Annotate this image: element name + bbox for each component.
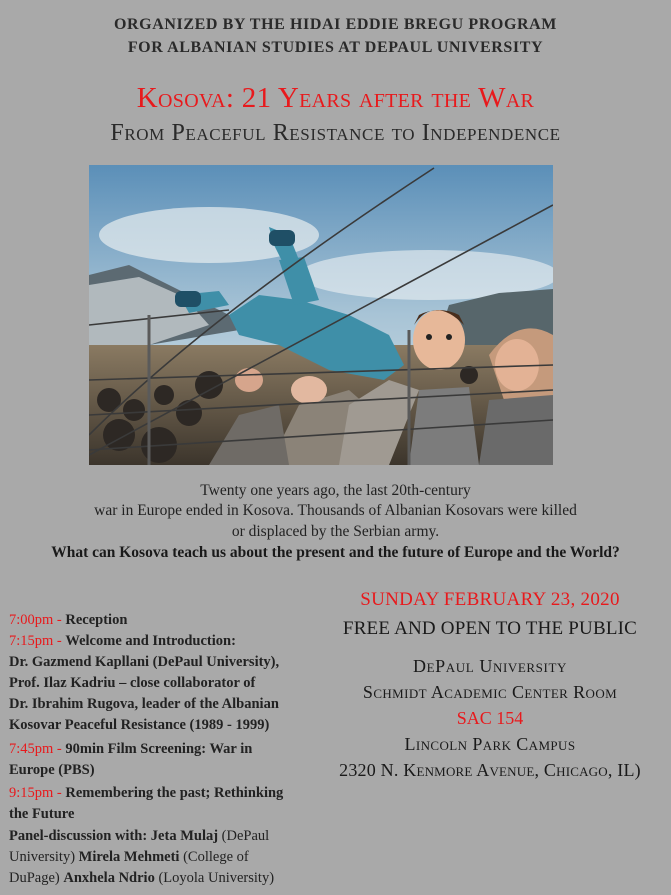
schedule-text: Prof. Ilaz Kadriu – close collaborator of [9, 675, 256, 691]
schedule-text: Kosovar Peaceful Resistance (1989 - 1999) [9, 717, 270, 733]
venue-campus: Lincoln Park Campus [404, 734, 576, 754]
schedule-panel-line-2 [9, 806, 339, 823]
schedule-text: the Future [9, 806, 75, 822]
panel-speaker: Mirela Mehmeti [78, 849, 180, 865]
panel-affiliation: (Loyola University) [154, 870, 275, 886]
schedule-welcome-line-4 [9, 696, 339, 713]
panel-affiliation: University) [9, 849, 79, 865]
intro-line-2: war in Europe ended in Kosova. Thousands of Albanian Kosovars were killed [94, 502, 577, 519]
panel-speaker: Anxhela Ndrio [63, 870, 155, 886]
panel-label: Panel-discussion with: Jeta Mulaj [9, 828, 219, 844]
schedule-time: 9:15pm - [9, 785, 66, 801]
schedule-text: 90min Film Screening: War in [65, 741, 253, 757]
schedule-text: Welcome and Introduction: [65, 633, 236, 649]
panel-participants-line-1 [9, 828, 339, 845]
intro-question: What can Kosova teach us about the present and the future of Europe and the World? [51, 544, 620, 561]
panel-affiliation: DuPage) [9, 870, 64, 886]
schedule-time: 7:45pm - [9, 741, 66, 757]
schedule-welcome-line-2 [9, 654, 339, 671]
schedule-item-film [9, 741, 339, 758]
event-title: Kosova: 21 Years after the War [136, 82, 535, 114]
schedule-item-reception [9, 612, 339, 629]
schedule-film-line-2 [9, 762, 339, 779]
schedule-text: Reception [65, 612, 128, 628]
schedule-time: 7:15pm - [9, 633, 66, 649]
schedule-welcome-line-5 [9, 717, 339, 734]
event-subtitle: From Peaceful Resistance to Independence [110, 120, 561, 146]
venue-university: DePaul University [413, 656, 567, 676]
schedule-item-welcome [9, 633, 339, 650]
schedule-text: Europe (PBS) [9, 762, 95, 778]
schedule-item-panel [9, 785, 339, 802]
schedule-text: Remembering the past; Rethinking [65, 785, 284, 801]
schedule-text: Dr. Gazmend Kapllani (DePaul University), [9, 654, 280, 670]
schedule-welcome-line-3 [9, 675, 339, 692]
organizer-line-1: ORGANIZED BY THE HIDAI EDDIE BREGU PROGRAM [113, 16, 558, 33]
event-date: SUNDAY FEBRUARY 23, 2020 [360, 589, 620, 610]
intro-line-1: Twenty one years ago, the last 20th-century [200, 482, 471, 499]
venue-address: 2320 N. Kenmore Avenue, Chicago, IL) [339, 760, 641, 780]
panel-affiliation: (DePaul [218, 828, 270, 844]
event-photo [89, 165, 553, 465]
panel-participants-line-2 [9, 849, 339, 866]
admission-note: FREE AND OPEN TO THE PUBLIC [342, 618, 638, 639]
panel-participants-line-3 [9, 870, 339, 887]
schedule-text: Dr. Ibrahim Rugova, leader of the Albanian [9, 696, 279, 712]
schedule-time: 7:00pm - [9, 612, 66, 628]
venue-room: SAC 154 [456, 708, 524, 728]
intro-line-3: or displaced by the Serbian army. [231, 523, 440, 540]
venue-building: Schmidt Academic Center Room [362, 682, 618, 702]
panel-affiliation: (College of [179, 849, 249, 865]
organizer-line-2: FOR ALBANIAN STUDIES AT DEPAUL UNIVERSITY [127, 39, 544, 56]
